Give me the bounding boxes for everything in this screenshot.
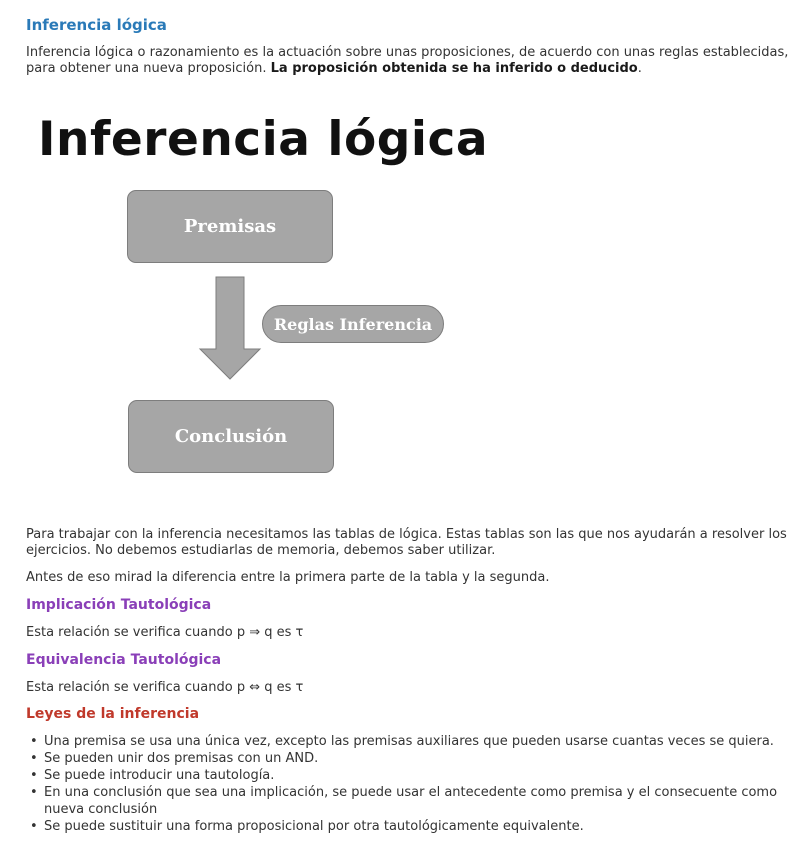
diagram-title: Inferencia lógica bbox=[38, 112, 489, 167]
premises-label: Premisas bbox=[183, 216, 277, 237]
list-item: • Se puede introducir una tautología. bbox=[26, 767, 786, 784]
rules-label: Reglas Inferencia bbox=[273, 314, 433, 334]
down-arrow-icon bbox=[198, 276, 264, 380]
equivalence-text: Esta relación se verifica cuando p ⇔ q es τ bbox=[26, 680, 304, 695]
laws-list bbox=[26, 733, 786, 835]
intro-bold-text: La proposición obtenida se ha inferido o deducido bbox=[270, 61, 638, 76]
implication-text: Esta relación se verifica cuando p ⇒ q es τ bbox=[26, 625, 304, 640]
conclusion-box bbox=[128, 400, 334, 473]
inference-diagram bbox=[0, 100, 804, 500]
list-item: • Una premisa se usa una única vez, excepto las premisas auxiliares que pueden usarse cuantas veces se quiera. bbox=[26, 733, 786, 750]
intro-text: Inferencia lógica o razonamiento es la actuación sobre unas proposiciones, de acuerdo con unas reglas establecidas, para obtener una nueva proposición. bbox=[26, 45, 789, 76]
rules-pill bbox=[262, 305, 444, 343]
laws-heading: Leyes de la inferencia bbox=[26, 706, 200, 722]
body-paragraph-1: Para trabajar con la inferencia necesitamos las tablas de lógica. Estas tablas son las que nos ayudarán a resolver los ejercicios. No debemos estudiarlas de memoria, debemos saber utilizar. bbox=[26, 527, 787, 558]
list-item: • En una conclusión que sea una implicación, se puede usar el antecedente como premisa y el consecuente como nueva conclusión bbox=[26, 784, 786, 818]
equivalence-heading: Equivalencia Tautológica bbox=[26, 652, 222, 668]
section-title: Inferencia lógica bbox=[26, 16, 167, 34]
intro-paragraph bbox=[26, 45, 790, 77]
premises-box bbox=[127, 190, 333, 263]
body-paragraph-2: Antes de eso mirad la diferencia entre la primera parte de la tabla y la segunda. bbox=[26, 570, 550, 585]
list-item: • Se puede sustituir una forma proposicional por otra tautológicamente equivalente. bbox=[26, 818, 786, 835]
conclusion-label: Conclusión bbox=[174, 426, 288, 447]
list-item: • Se pueden unir dos premisas con un AND. bbox=[26, 750, 786, 767]
implication-heading: Implicación Tautológica bbox=[26, 597, 212, 613]
intro-end: . bbox=[637, 61, 642, 76]
